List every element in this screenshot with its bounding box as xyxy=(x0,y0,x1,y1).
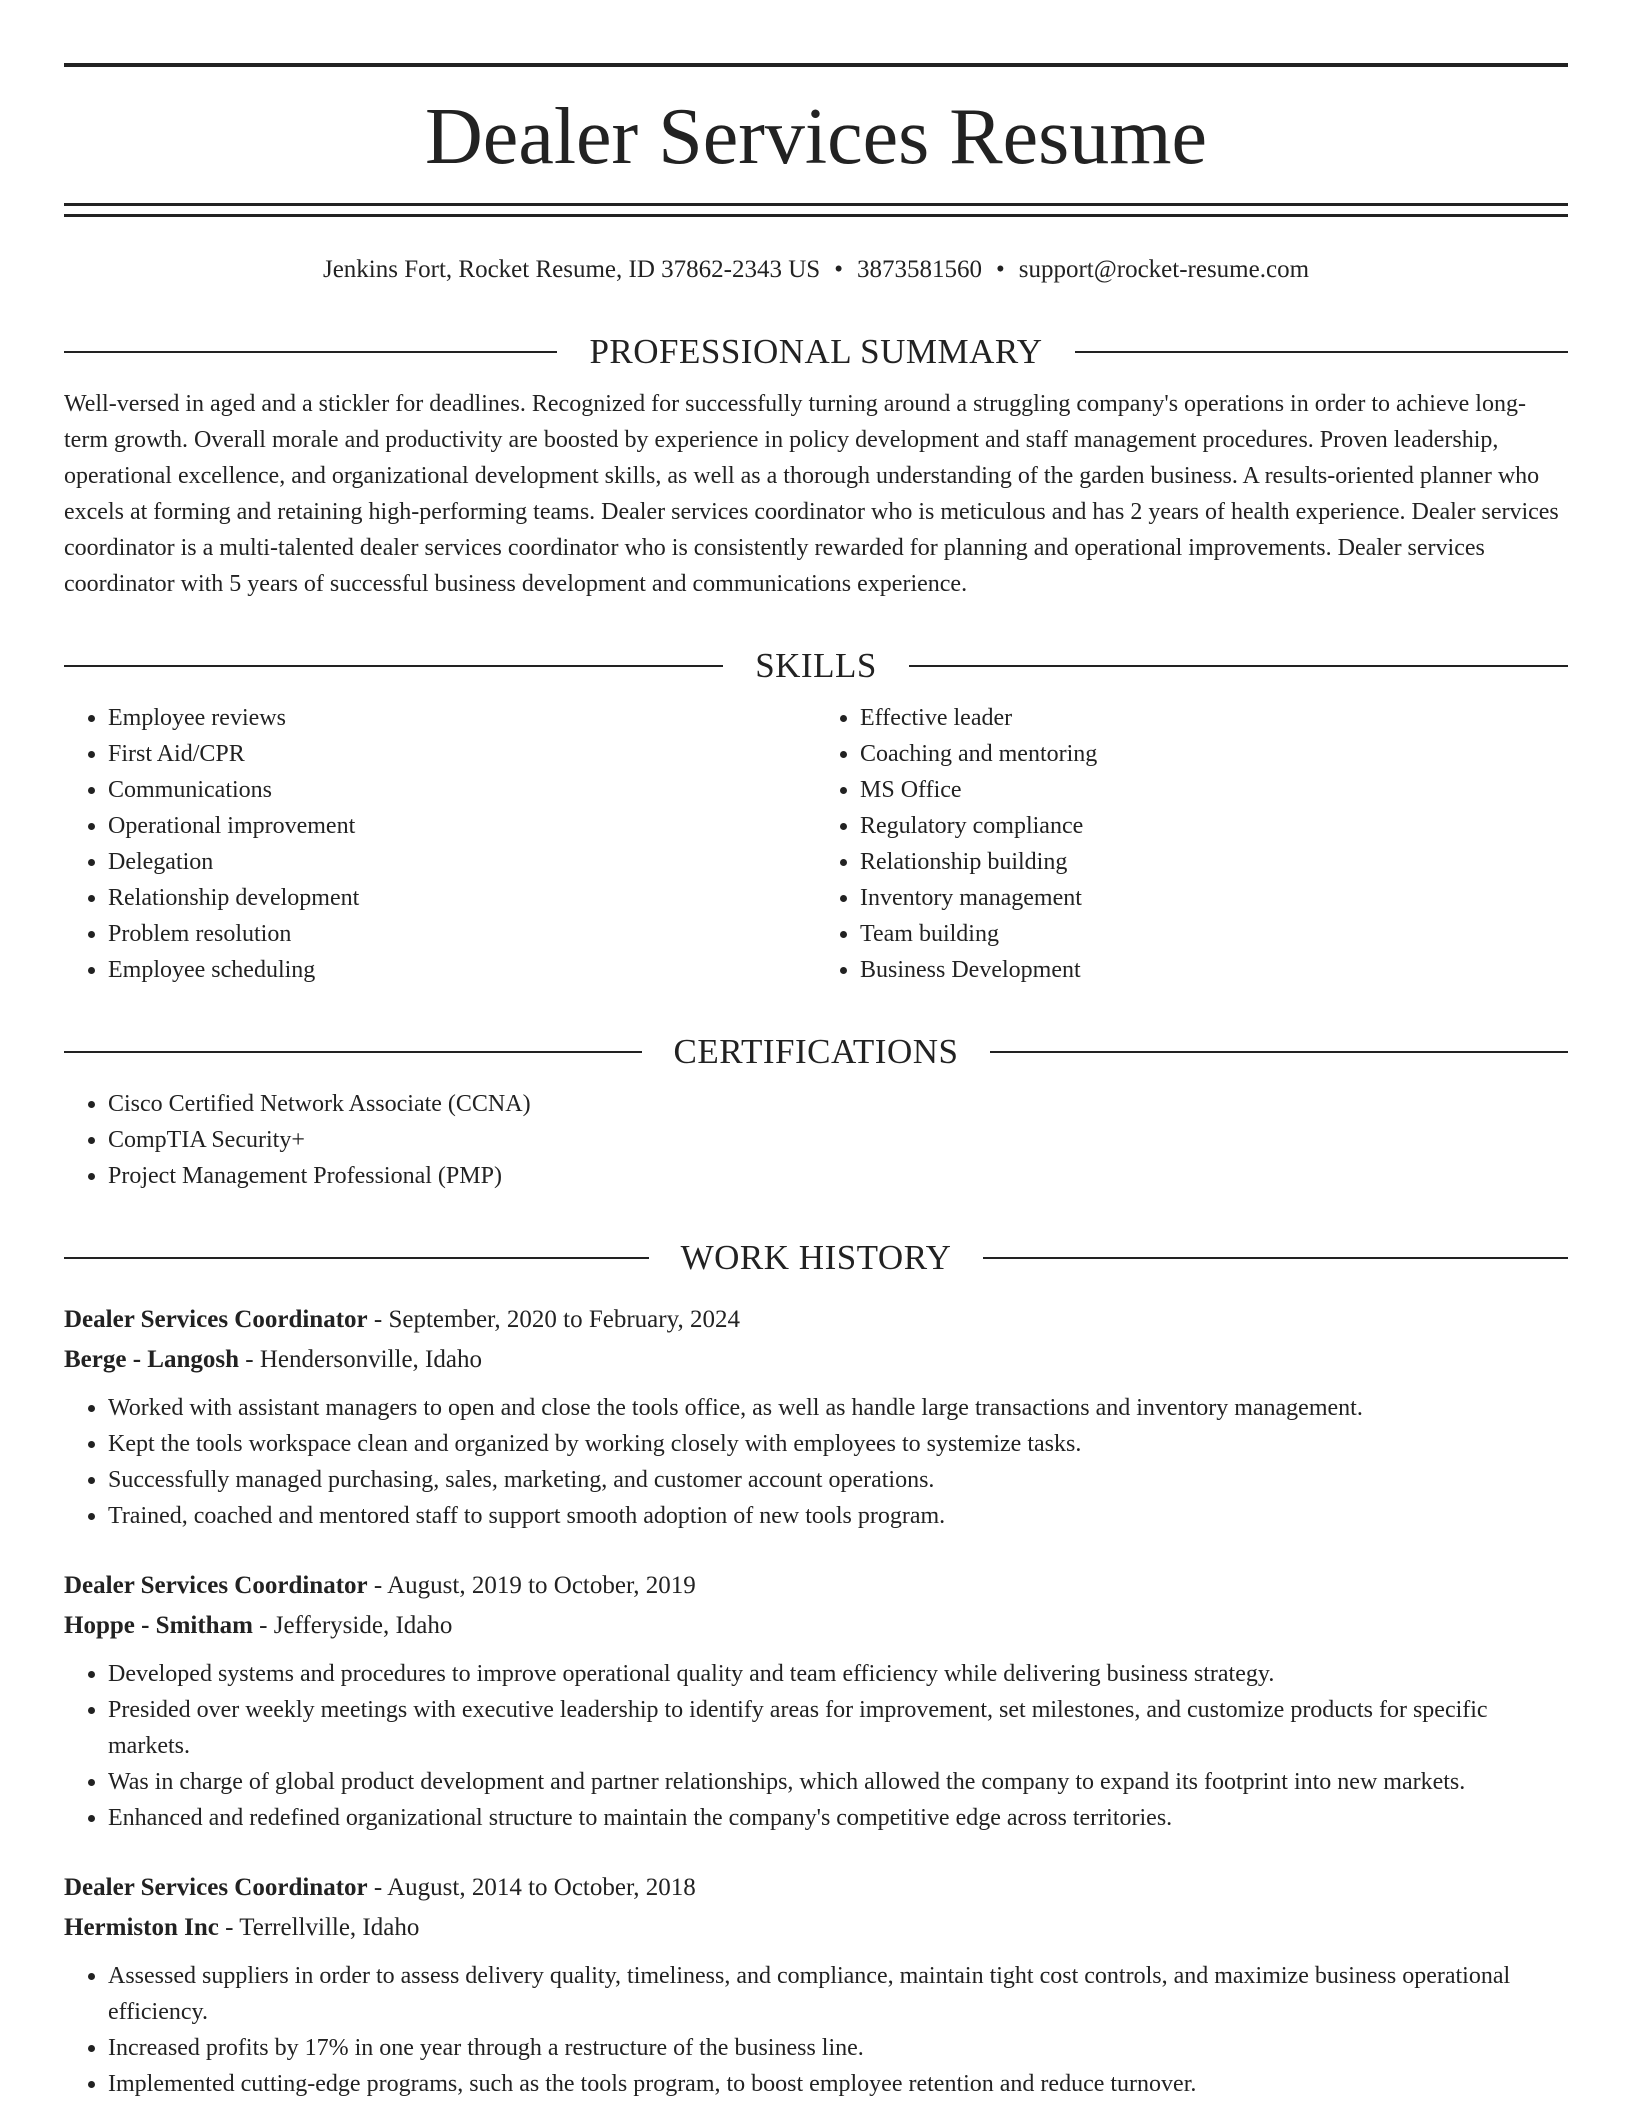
skill-item: • Employee reviews xyxy=(108,700,816,736)
skills-heading-label: SKILLS xyxy=(755,646,877,685)
certification-item: • CompTIA Security+ xyxy=(108,1122,1568,1158)
job-location: - Jefferyside, Idaho xyxy=(252,1612,453,1639)
skills-heading xyxy=(64,646,1568,686)
skill-item: • Coaching and mentoring xyxy=(860,736,1568,772)
job-bullets xyxy=(64,1390,1568,1534)
job-bullet: • Implemented cutting-edge programs, such as the tools program, to boost employee retention and reduce turnover. xyxy=(108,2066,1568,2102)
job-bullet: • Was in charge of global product development and partner relationships, which allowed the company to expand its footprint into new markets. xyxy=(108,1764,1568,1800)
work-history-heading-label: WORK HISTORY xyxy=(680,1238,952,1277)
certification-item: • Project Management Professional (PMP) xyxy=(108,1158,1568,1194)
job-bullet: • Increased profits by 17% in one year through a restructure of the business line. xyxy=(108,2030,1568,2066)
skills-list-right xyxy=(816,700,1568,988)
job-title: Dealer Services Coordinator xyxy=(64,1572,368,1599)
skill-item: • Problem resolution xyxy=(108,916,816,952)
job-dates: - August, 2019 to October, 2019 xyxy=(367,1572,696,1599)
job-bullet: • Worked with assistant managers to open and close the tools office, as well as handle large transactions and inventory management. xyxy=(108,1390,1568,1426)
resume-title: Dealer Services Resume xyxy=(425,93,1207,181)
job-location: - Terrellville, Idaho xyxy=(218,1914,420,1941)
job-title-line xyxy=(64,1300,1568,1340)
title-double-rule xyxy=(64,203,1568,217)
job-bullet: • Enhanced and redefined organizational structure to maintain the company's competitive edge across territories. xyxy=(108,1800,1568,1836)
certification-item: • Cisco Certified Network Associate (CCNA) xyxy=(108,1086,1568,1122)
job-company-line xyxy=(64,1340,1568,1380)
job-company-line xyxy=(64,1606,1568,1646)
heading-rule-left xyxy=(64,665,723,667)
job-location: - Hendersonville, Idaho xyxy=(239,1346,482,1373)
job-bullet: • Kept the tools workspace clean and organized by working closely with employees to systemize tasks. xyxy=(108,1426,1568,1462)
job-entry xyxy=(64,1868,1568,2102)
contact-phone: 3873581560 xyxy=(856,256,982,283)
heading-rule-left xyxy=(64,1257,649,1259)
summary-heading xyxy=(64,332,1568,372)
certifications-list xyxy=(64,1086,1568,1194)
job-dates: - September, 2020 to February, 2024 xyxy=(367,1306,740,1333)
job-company: Berge - Langosh xyxy=(64,1346,239,1373)
skill-item: • Regulatory compliance xyxy=(860,808,1568,844)
skills-list-left xyxy=(64,700,816,988)
certifications-heading-label: CERTIFICATIONS xyxy=(673,1032,959,1071)
job-bullet: • Assessed suppliers in order to assess delivery quality, timeliness, and compliance, maintain tight cost controls, and maximize business operational efficiency. xyxy=(108,1958,1568,2030)
skill-item: • Operational improvement xyxy=(108,808,816,844)
job-title: Dealer Services Coordinator xyxy=(64,1306,368,1333)
job-title: Dealer Services Coordinator xyxy=(64,1874,368,1901)
skill-item: • Delegation xyxy=(108,844,816,880)
job-bullet: • Presided over weekly meetings with executive leadership to identify areas for improvement, set milestones, and customize products for specific markets. xyxy=(108,1692,1568,1764)
summary-heading-label: PROFESSIONAL SUMMARY xyxy=(589,332,1043,371)
work-history-heading xyxy=(64,1238,1568,1278)
skill-item: • Effective leader xyxy=(860,700,1568,736)
skill-item: • Employee scheduling xyxy=(108,952,816,988)
resume-page xyxy=(64,0,1568,2102)
heading-rule-right xyxy=(990,1051,1568,1053)
skill-item: • First Aid/CPR xyxy=(108,736,816,772)
job-bullet: • Developed systems and procedures to improve operational quality and team efficiency while delivering business strategy. xyxy=(108,1656,1568,1692)
skill-item: • Relationship building xyxy=(860,844,1568,880)
contact-line xyxy=(64,252,1568,288)
heading-rule-left xyxy=(64,351,557,353)
job-entry xyxy=(64,1300,1568,1534)
certifications-heading xyxy=(64,1032,1568,1072)
job-bullet: • Trained, coached and mentored staff to support smooth adoption of new tools program. xyxy=(108,1498,1568,1534)
job-entry xyxy=(64,1566,1568,1836)
contact-separator: • xyxy=(995,256,1005,283)
summary-text: Well-versed in aged and a stickler for deadlines. Recognized for successfully turning around a struggling company's operations in order to achieve long-term growth. Overall morale and productivity are boosted by experience in policy development and staff management procedures. Proven leadership, operational excellence, and organizational development skills, as well as a thorough understanding of the garden business. A results-oriented planner who excels at forming and retaining high-performing teams. Dealer services coordinator who is meticulous and has 2 years of health experience. Dealer services coordinator is a multi-talented dealer services coordinator who is consistently rewarded for planning and operational improvements. Dealer services coordinator with 5 years of successful business development and communications experience. xyxy=(64,391,1559,597)
job-bullets xyxy=(64,1958,1568,2102)
skill-item: • MS Office xyxy=(860,772,1568,808)
heading-rule-right xyxy=(909,665,1568,667)
skill-item: • Team building xyxy=(860,916,1568,952)
job-dates: - August, 2014 to October, 2018 xyxy=(367,1874,696,1901)
job-bullet: • Successfully managed purchasing, sales, marketing, and customer account operations. xyxy=(108,1462,1568,1498)
skill-item: • Relationship development xyxy=(108,880,816,916)
contact-separator: • xyxy=(834,256,843,283)
job-company: Hermiston Inc xyxy=(64,1914,219,1941)
contact-email: support@rocket-resume.com xyxy=(1018,256,1310,283)
skill-item: • Business Development xyxy=(860,952,1568,988)
skill-item: • Communications xyxy=(108,772,816,808)
job-title-line xyxy=(64,1566,1568,1606)
skills-columns xyxy=(64,700,1568,988)
job-title-line xyxy=(64,1868,1568,1908)
heading-rule-left xyxy=(64,1051,642,1053)
heading-rule-right xyxy=(983,1257,1568,1259)
skill-item: • Inventory management xyxy=(860,880,1568,916)
job-bullets xyxy=(64,1656,1568,1836)
heading-rule-right xyxy=(1075,351,1568,353)
job-company: Hoppe - Smitham xyxy=(64,1612,253,1639)
job-company-line xyxy=(64,1908,1568,1948)
contact-address: Jenkins Fort, Rocket Resume, ID 37862-2343 US xyxy=(322,256,821,283)
